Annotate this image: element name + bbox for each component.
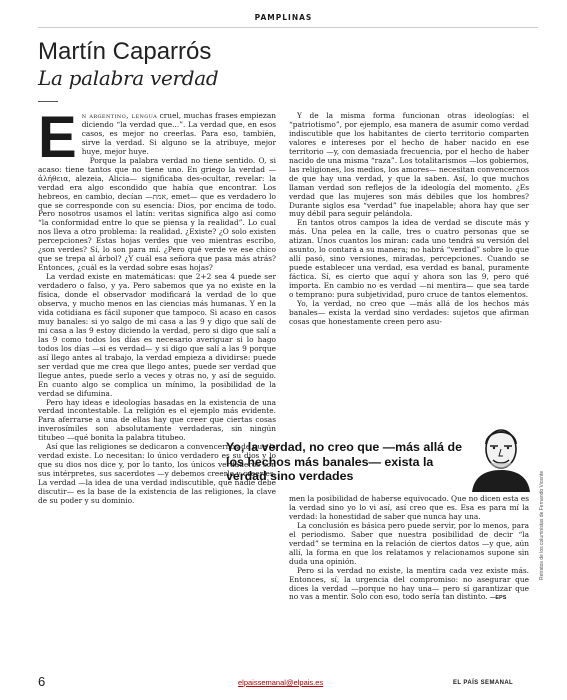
article-title: La palabra verdad (38, 66, 219, 90)
paragraph: Así que las religiones se dedicaron a convencernos de que la verdad existe. Lo necesitan: lo único verdadero es su dios y lo que su dios nos dice y, por lo tanto, los únicos verdaderos son sus intérpretes, sus sacerdotes —y debemos creerlo y creerles. La verdad —la idea de una verdad indiscutible, que nadie debe discutir— es la base de la existencia de las religiones, la clave de su poder y su dominio. (38, 442, 276, 505)
lead-text: cruel, muchas frases empiezan diciendo “la verdad que...”. La verdad que, en esos casos, es mejor no creerlas. Para eso, también, sirve la verdad. Si alguno se la atribuye, mejor huye, mejor huye. (81, 111, 276, 156)
paragraph: men la posibilidad de haberse equivocado. Que no dicen esta es la verdad sino yo lo vi así, así creo que es. Esa es para mí la verdad: la honestidad de saber que nunca hay una. (289, 494, 529, 521)
section-divider (38, 27, 538, 28)
author-name: Martín Caparrós (38, 38, 212, 65)
paragraph: La conclusión es básica pero puede servir, por lo menos, para el periodismo. Saber que nuestra posibilidad de decir “la verdad” se termina en la relación de ciertos datos —y que, aún allí, la forma en que los relatamos y relacionamos supone sin duda una opinión. (289, 520, 529, 566)
illustration-credit: Retratos de los columnistas de Fernando Vicente (539, 470, 545, 580)
paragraph (289, 567, 529, 604)
title-divider (38, 101, 58, 102)
page-number: 6 (38, 674, 46, 689)
lead-smallcaps: n argentino, lengua (81, 111, 158, 120)
paragraph: Pero hay ideas e ideologías basadas en la existencia de una verdad incontestable. La religión es el ejemplo más evidente. Para aferrarse a una de ellas hay que creer que ciertas cosas inverosímiles son absolutamente verdaderas, sin ningún titubeo —qué bonita la palabra titubeo. (38, 397, 276, 443)
article-column-right-bottom (289, 495, 529, 603)
paragraph: Porque la palabra verdad no tiene sentido. O, si acaso: tiene tantos que no tiene uno. En griego la verdad —ἀλήθεια, alezeia, Alicia— significaba des-ocultar, revelar: la verdad era algo escondido que había que encontrar. Los hebreos, en cambio, decían —אמת, emet— que es verdadero lo que se corresponde con su esencia: Dios, por encima de todo. Pero nosotros usamos el latín: veritas significa algo así como “la conformidad entre lo que se piensa y la realidad”. Lo cual nos lleva a otro problema: la realidad. ¿Existe? ¿O solo existen percepciones? Estas hojas verdes que veo mientras escribo, ¿son verdes? Sí, lo son para mí. ¿Pero qué verde ve ese chico que se trepa al árbol? ¿Y cuál esa señora que pasa más atrás? Entonces, ¿cuál es la verdad sobre esas hojas? (38, 155, 276, 273)
pull-quote: Yo, la verdad, no creo que —más allá de los hechos más banales— exista la verdad sino verdades (226, 440, 462, 483)
magazine-name: EL PAÍS SEMANAL (453, 680, 514, 686)
contact-email-link[interactable]: elpaissemanal@elpais.es (238, 678, 324, 687)
paragraph: En tantos otros campos la idea de verdad se discute más y más. Una pelea en la calle, tres o cuatro personas que se atizan. Unos cuantos los miran: cada uno tendrá su versión del asunto, lo contará a su manera; no habrá “verdad” sobre lo que allí pasó, sino versiones, miradas, percepciones. Cuando se puede establecer una verdad, esa verdad es banal, puramente fáctica. Sí, es cierto que aquí y ahora son las 9, pero qué importa. En cambio no es verdad —ni mentira— que sea tarde o temprano: pura subjetividad, puro cruce de tantos elementos. (289, 218, 529, 300)
section-label: PAMPLINAS (254, 13, 313, 22)
article-column-right-top (289, 112, 529, 327)
author-portrait (464, 416, 538, 492)
paragraph: La verdad existe en matemáticas: que 2+2 sea 4 puede ser verdadero o falso, y ya. Pero sabemos que ya no existe en la física, donde el observador modificará la verdad de lo que observa, y mucho menos en las ciencias más humanas. Y en la vida cotidiana es fácil suponer que tampoco. Si acaso en casos muy banales: si yo salgo de mi casa a las 9 y digo que salí de mi casa a las 9 estoy diciendo la verdad, pero si digo que salí a las 9 como todos los días es necesario averiguar si lo hago todos los días —si es verdad— y si digo que salí a las 9 porque así llego antes al trabajo, la verdad empieza a dividirse: puede ser verdad que me crea que llego antes, puede ser verdad que llegue antes, puede serlo a veces y otras no, y así de seguido. En cuanto algo se complica un mínimo, la posibilidad de la verdad se difumina. (38, 272, 276, 398)
end-mark: —EPS (489, 595, 507, 602)
lead-paragraph (38, 105, 276, 170)
closing-text: Pero si la verdad no existe, la mentira cada vez existe más. Entonces, sí, la urgencia del compromiso: no asegurar que dices la verdad —porque no hay una— pero sí garantizar que no vas a mentir. Solo con eso, todo sería tan distinto. (289, 565, 529, 602)
paragraph: Y de la misma forma funcionan otras ideologías: el “patriotismo”, por ejemplo, esa manera de asumir como verdad indiscutible que los habitantes de cierto territorio comparten valores e intereses por el hecho de haber nacido en ese territorio —y, con demasiada frecuencia, por el hecho de haber nacido de una misma “raza”. Los totalitarismos —los gobiernos, las religiones, los medios, los amores— necesitan convencernos de que hay una verdad, y que la saben. Así, lo que muchos llaman verdad son reflejos de la ideología del momento. ¿Es verdad que las mujeres son más débiles que los hombres? Durante siglos esa “verdad” fue inapelable; ahora hay que ser muy débil para seguir pelándola. (289, 111, 529, 219)
drop-cap: E (38, 105, 77, 170)
paragraph: Yo, la verdad, no creo que —más allá de los hechos más banales— exista la verdad sino verdades: sujetos que afirman cosas que honestamente creen pero asu- (289, 299, 529, 326)
